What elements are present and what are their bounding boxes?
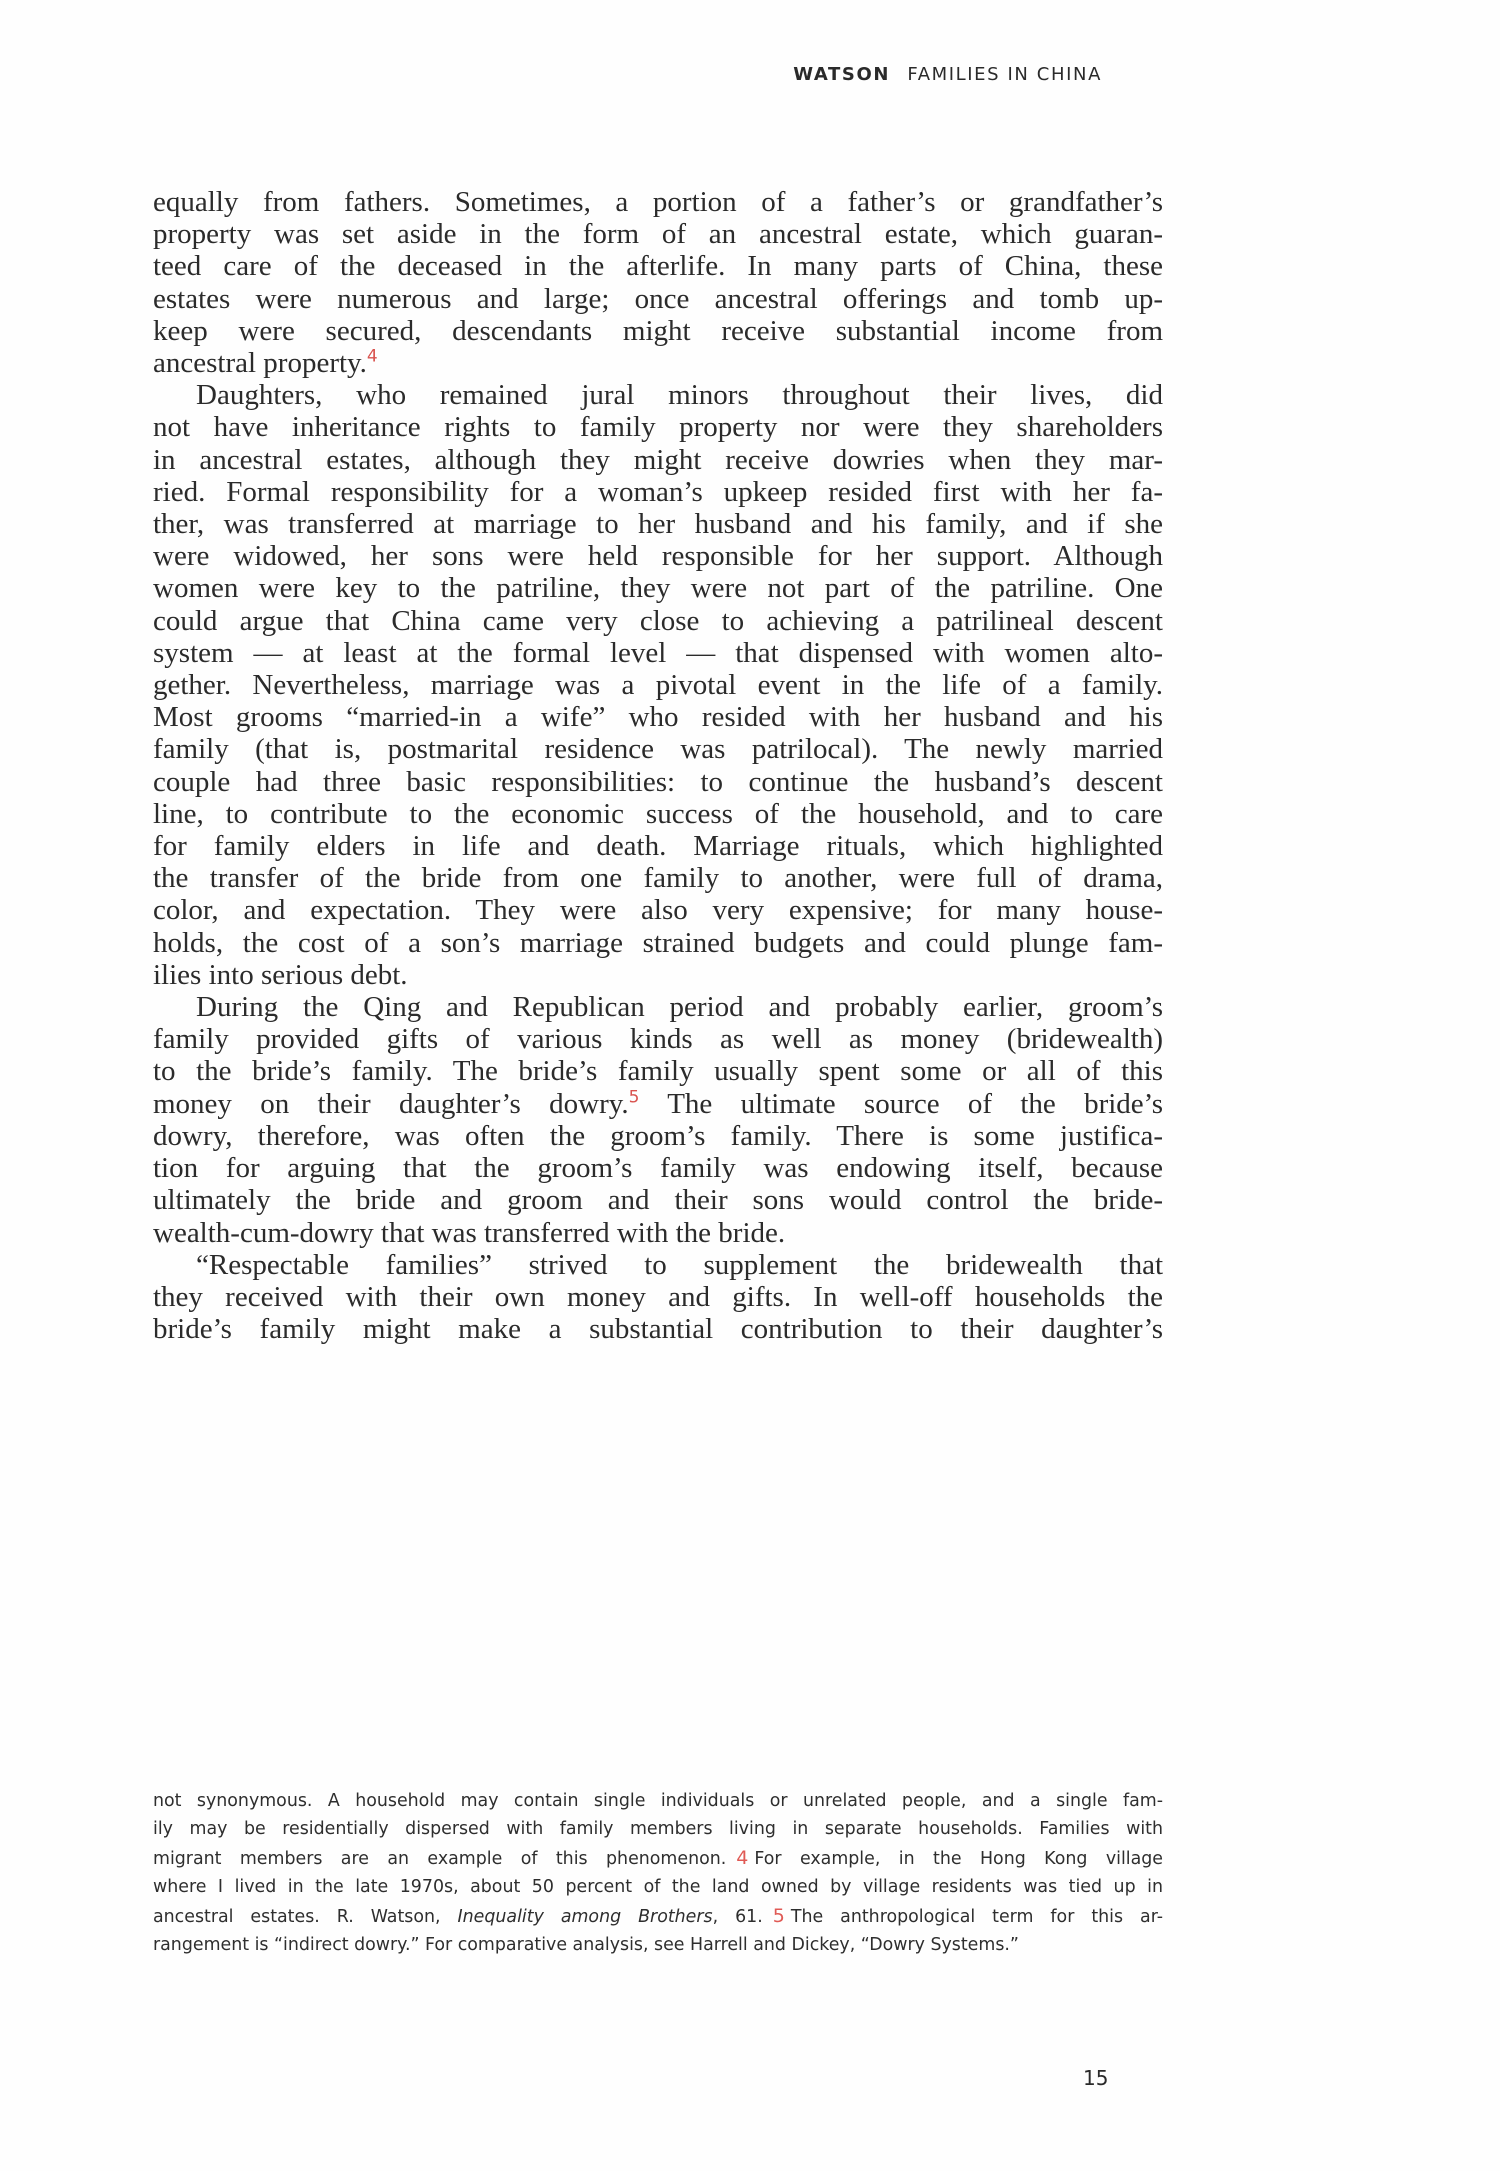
text-line: the transfer of the bride from one family to another, were full of drama,	[153, 862, 1163, 895]
footnote-ref-5[interactable]: 5	[628, 1087, 640, 1108]
text-segment: The ultimate source of the bride’s	[639, 1087, 1164, 1120]
text-line: for family elders in life and death. Marriage rituals, which highlighted	[153, 830, 1163, 863]
text-line: ried. Formal responsibility for a woman’s upkeep resided first with her fa-	[153, 475, 1163, 508]
text-line: system — at least at the formal level — that dispensed with women alto-	[153, 636, 1163, 669]
text-line: During the Qing and Republican period and probably earlier, groom’s	[196, 991, 1163, 1024]
footnote-line	[153, 1844, 1163, 1873]
footnote-line: rangement is “indirect dowry.” For comparative analysis, see Harrell and Dickey, “Dowry Systems.”	[153, 1935, 1019, 1956]
text-line: were widowed, her sons were held responsible for her support. Although	[153, 540, 1163, 573]
paragraph	[153, 991, 1163, 1249]
text-segment: The anthropological term for this ar-	[790, 1906, 1164, 1927]
text-line: to the bride’s family. The bride’s family usually spent some or all of this	[153, 1055, 1163, 1088]
text-line: they received with their own money and gifts. In well-off households the	[153, 1280, 1163, 1313]
text-line: bride’s family might make a substantial contribution to their daughter’s	[153, 1313, 1163, 1346]
running-head	[0, 64, 1500, 85]
text-line: ther, was transferred at marriage to her husband and his family, and if she	[153, 508, 1163, 541]
running-head-author: WATSON	[793, 64, 891, 85]
footnote-line: where I lived in the late 1970s, about 50 percent of the land owned by village residents was tied up in	[153, 1877, 1163, 1898]
text-line: color, and expectation. They were also very expensive; for many house-	[153, 894, 1163, 927]
text-line: gether. Nevertheless, marriage was a pivotal event in the life of a family.	[153, 669, 1163, 702]
text-line: women were key to the patriline, they were not part of the patriline. One	[153, 572, 1163, 605]
text-line	[153, 1088, 1163, 1120]
text-line: not have inheritance rights to family property nor were they shareholders	[153, 411, 1163, 444]
text-line: Daughters, who remained jural minors throughout their lives, did	[196, 379, 1163, 412]
citation-page: , 61.	[712, 1906, 763, 1927]
footnote-number-4[interactable]: 4	[736, 1846, 749, 1869]
text-line: “Respectable families” strived to supplement the bridewealth that	[196, 1248, 1163, 1281]
paragraph	[153, 379, 1163, 991]
text-line: could argue that China came very close to achieving a patrilineal descent	[153, 604, 1163, 637]
footnote-number-5[interactable]: 5	[772, 1904, 785, 1927]
page-number: 15	[1083, 2066, 1109, 2090]
citation-title: Inequality among Brothers	[457, 1906, 713, 1927]
text-segment: migrant members are an example of this phenomenon.	[153, 1848, 727, 1869]
running-head-title: FAMILIES IN CHINA	[907, 64, 1102, 85]
text-line: dowry, therefore, was often the groom’s family. There is some justifica-	[153, 1119, 1163, 1152]
text-line: family provided gifts of various kinds as well as money (bridewealth)	[153, 1023, 1163, 1056]
text-segment: ancestral property.	[153, 347, 367, 380]
text-line: in ancestral estates, although they might receive dowries when they mar-	[153, 443, 1163, 476]
text-line	[153, 347, 1163, 379]
text-segment: money on their daughter’s dowry.	[153, 1087, 629, 1120]
body-text	[153, 186, 1163, 1345]
text-line: equally from fathers. Sometimes, a portion of a father’s or grandfather’s	[153, 186, 1163, 218]
footnotes	[153, 1787, 1163, 1959]
text-line: estates were numerous and large; once ancestral offerings and tomb up-	[153, 282, 1163, 315]
text-line: tion for arguing that the groom’s family was endowing itself, because	[153, 1152, 1163, 1185]
paragraph	[153, 1249, 1163, 1346]
text-line: holds, the cost of a son’s marriage strained budgets and could plunge fam-	[153, 926, 1163, 959]
text-line: keep were secured, descendants might receive substantial income from	[153, 314, 1163, 347]
text-line: Most grooms “married-in a wife” who resided with her husband and his	[153, 701, 1163, 734]
paragraph	[153, 186, 1163, 379]
text-line: line, to contribute to the economic success of the household, and to care	[153, 797, 1163, 830]
text-line: ilies into serious debt.	[153, 958, 408, 991]
text-line: family (that is, postmarital residence was patrilocal). The newly married	[153, 733, 1163, 766]
footnote-line: not synonymous. A household may contain single individuals or unrelated people, and a single fam-	[153, 1791, 1163, 1811]
text-line: property was set aside in the form of an ancestral estate, which guaran-	[153, 218, 1163, 251]
footnote-line: ily may be residentially dispersed with family members living in separate households. Families with	[153, 1819, 1163, 1840]
text-line: teed care of the deceased in the afterlife. In many parts of China, these	[153, 250, 1163, 283]
text-line: couple had three basic responsibilities: to continue the husband’s descent	[153, 765, 1163, 798]
text-line: wealth-cum-dowry that was transferred with the bride.	[153, 1216, 786, 1249]
text-segment: ancestral estates. R. Watson,	[153, 1906, 441, 1927]
footnote-ref-4[interactable]: 4	[366, 346, 378, 367]
text-line: ultimately the bride and groom and their sons would control the bride-	[153, 1184, 1163, 1217]
text-segment: For example, in the Hong Kong village	[754, 1848, 1163, 1869]
footnote-line	[153, 1902, 1163, 1931]
